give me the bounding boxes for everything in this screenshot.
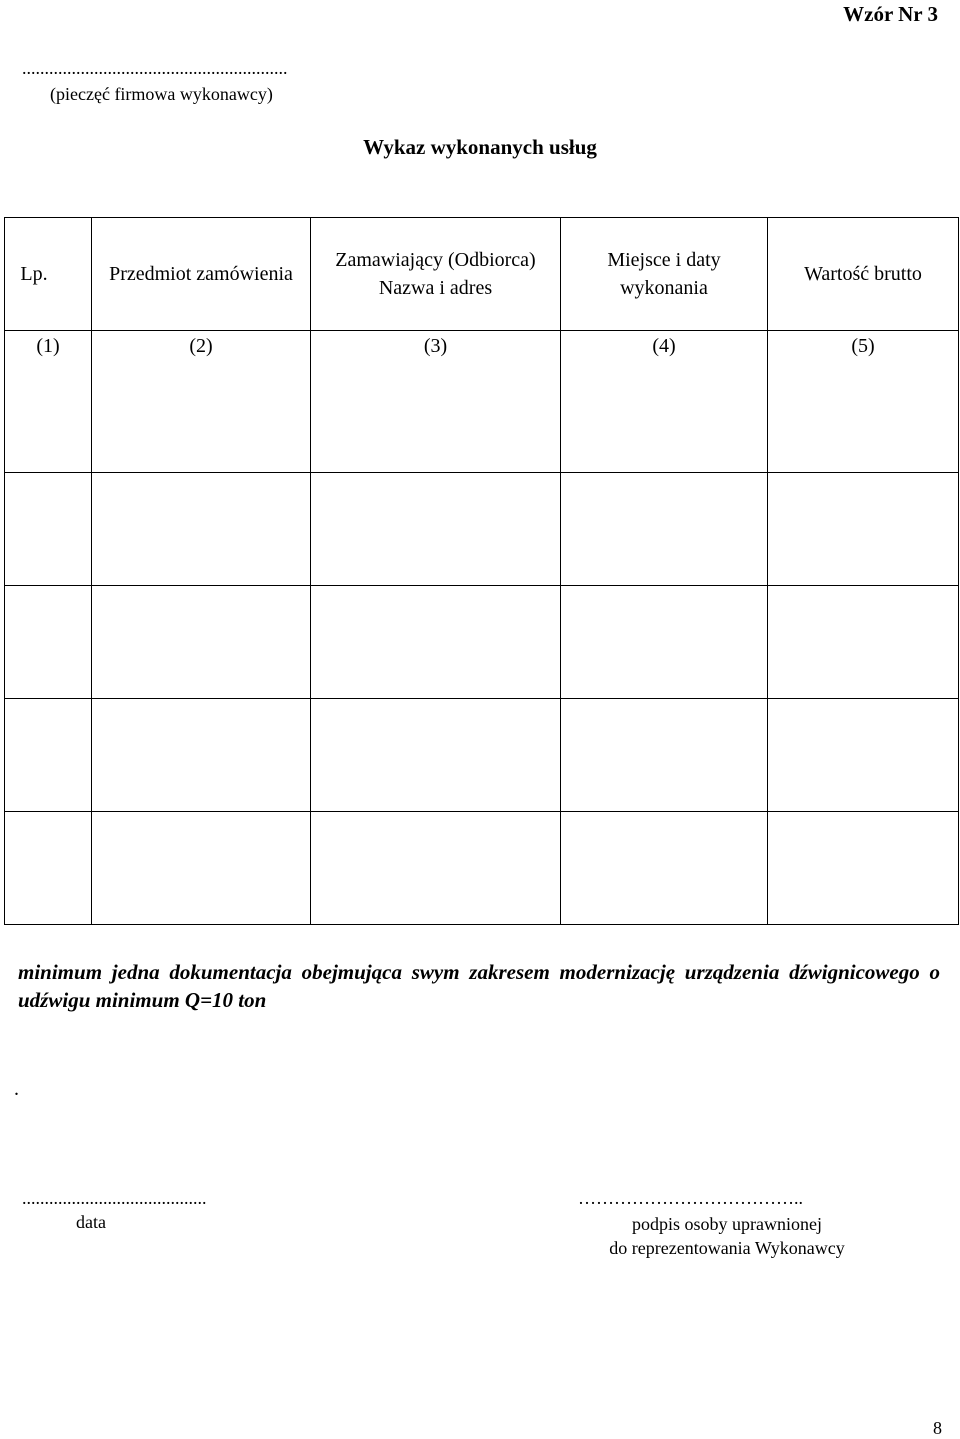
stamp-dotted-line: ........................................................... xyxy=(22,58,288,78)
header-cell-lp: Lp. xyxy=(5,218,92,331)
form-number: Wzór Nr 3 xyxy=(843,2,938,26)
table-cell[interactable] xyxy=(92,360,311,473)
table-cell[interactable] xyxy=(561,699,768,812)
column-number-row xyxy=(5,331,959,361)
table-row xyxy=(5,360,959,473)
table-row xyxy=(5,473,959,586)
dot-mark: . xyxy=(14,1078,19,1100)
column-number: (1) xyxy=(5,331,92,361)
header-cell-value: Wartość brutto xyxy=(768,218,959,331)
signature-label xyxy=(560,1212,894,1260)
signature-label-line: podpis osoby uprawnionej xyxy=(632,1214,822,1234)
services-table xyxy=(4,217,959,925)
signature-dotted-line: ……………………………….. xyxy=(578,1188,803,1208)
table-cell[interactable] xyxy=(561,586,768,699)
table-cell[interactable] xyxy=(92,586,311,699)
column-number: (4) xyxy=(561,331,768,361)
table-cell[interactable] xyxy=(5,812,92,925)
document-title: Wykaz wykonanych usług xyxy=(363,135,597,159)
table-cell[interactable] xyxy=(92,812,311,925)
table-cell[interactable] xyxy=(561,360,768,473)
table-cell[interactable] xyxy=(768,360,959,473)
table-cell[interactable] xyxy=(311,699,561,812)
table-cell[interactable] xyxy=(311,586,561,699)
table-cell[interactable] xyxy=(5,699,92,812)
table-cell[interactable] xyxy=(768,812,959,925)
signature-label-line: do reprezentowania Wykonawcy xyxy=(609,1238,845,1258)
table-cell[interactable] xyxy=(311,360,561,473)
table-row xyxy=(5,586,959,699)
header-cell-place-dates: Miejsce i daty wykonania xyxy=(561,218,768,331)
table-cell[interactable] xyxy=(5,473,92,586)
stamp-label: (pieczęć firmowa wykonawcy) xyxy=(50,84,273,104)
table-cell[interactable] xyxy=(5,586,92,699)
header-cell-subject: Przedmiot zamówienia xyxy=(92,218,311,331)
header-cell-client: Zamawiający (Odbiorca) Nazwa i adres xyxy=(311,218,561,331)
table-cell[interactable] xyxy=(5,360,92,473)
table-cell[interactable] xyxy=(561,473,768,586)
table-row xyxy=(5,812,959,925)
table-cell[interactable] xyxy=(768,473,959,586)
table-header-row xyxy=(5,218,959,331)
table-cell[interactable] xyxy=(768,699,959,812)
requirement-text: minimum jedna dokumentacja obejmująca swym zakresem modernizację urządzenia dźwignicowego o udźwigu minimum Q=10 ton xyxy=(18,960,940,1012)
column-number: (5) xyxy=(768,331,959,361)
table-row xyxy=(5,699,959,812)
date-label: data xyxy=(76,1212,106,1232)
page-number: 8 xyxy=(933,1418,942,1438)
table-cell[interactable] xyxy=(561,812,768,925)
table-cell[interactable] xyxy=(92,699,311,812)
table-cell[interactable] xyxy=(311,473,561,586)
table-cell[interactable] xyxy=(92,473,311,586)
table-cell[interactable] xyxy=(311,812,561,925)
date-dotted-line: ......................................... xyxy=(22,1188,207,1208)
column-number: (2) xyxy=(92,331,311,361)
column-number: (3) xyxy=(311,331,561,361)
table-cell[interactable] xyxy=(768,586,959,699)
